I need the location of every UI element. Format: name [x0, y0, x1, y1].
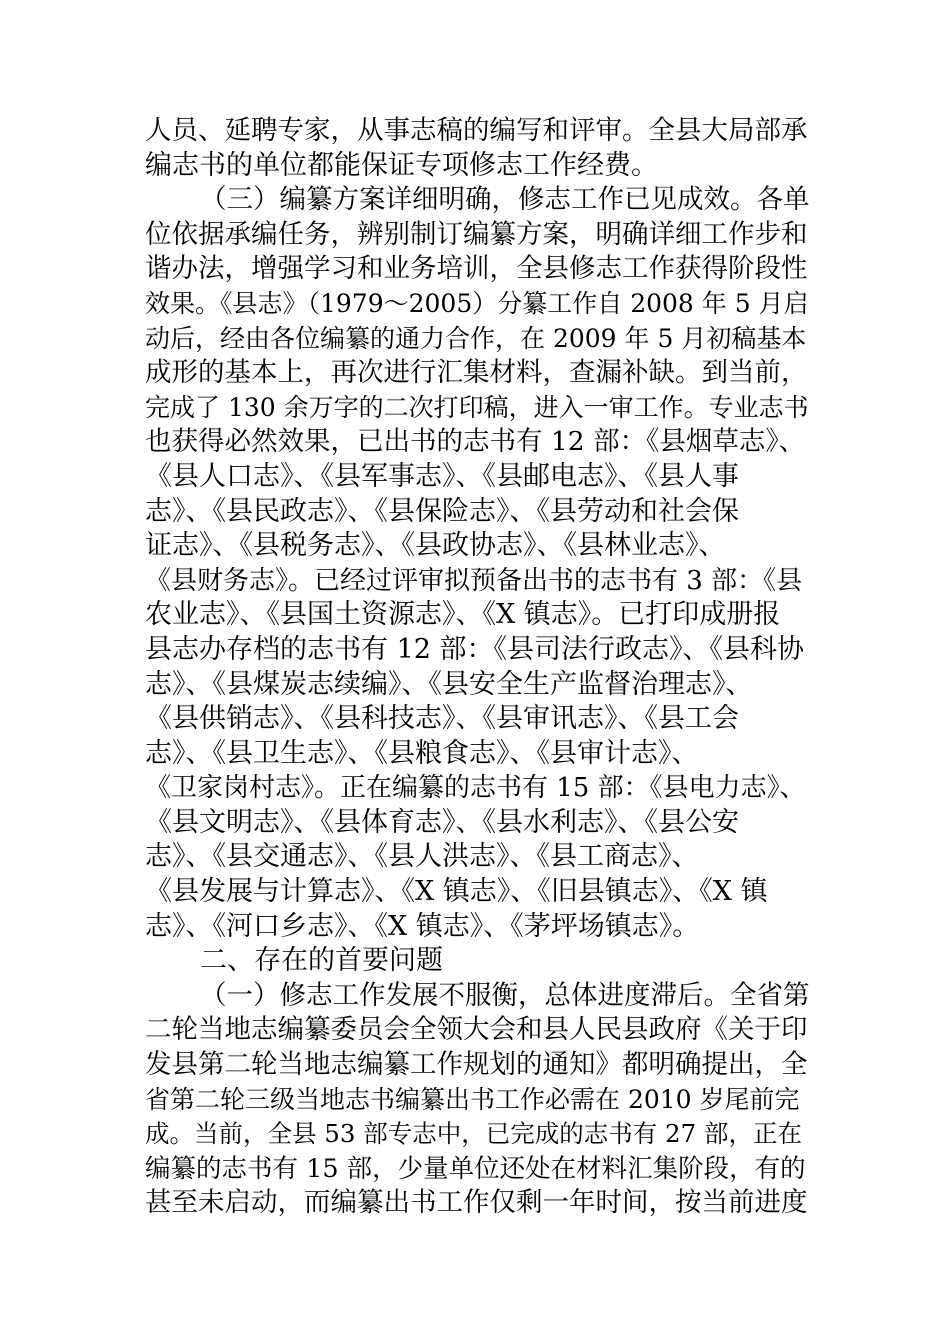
text-line: 完成了 130 余万字的二次打印稿，进入一审工作。专业志书	[145, 392, 809, 422]
text-line: 《卫家岗村志》。正在编纂的志书有 15 部：《县电力志》、	[145, 773, 806, 804]
text-line: 志》、《河口乡志》、《X 镇志》、《茅坪场镇志》。	[145, 910, 700, 942]
text-line: 谐办法，增强学习和业务培训，全县修志工作获得阶段性	[145, 253, 808, 285]
text-line: 《县人口志》、《县军事志》、《县邮电志》、《县人事	[145, 460, 739, 492]
text-line: 县志办存档的志书有 12 部：《县司法行政志》、《县科协	[145, 633, 805, 665]
text-line: 成。当前，全县 53 部专志中，已完成的志书有 27 部，正在	[145, 1119, 802, 1149]
text-line: 《县发展与计算志》、《X 镇志》、《旧县镇志》、《X 镇	[145, 876, 768, 908]
text-line: 《县财务志》。已经过评审拟预备出书的志书有 3 部：《县	[145, 565, 803, 596]
text-line: 农业志》、《县国土资源志》、《X 镇志》。已打印成册报	[145, 599, 781, 631]
text-line: （三）编纂方案详细明确，修志工作已见成效。各单	[200, 184, 810, 216]
text-line: 《县文明志》、《县体育志》、《县水利志》、《县公安	[145, 806, 739, 838]
text-line: 发县第二轮当地志编纂工作规划的通知》都明确提出，全	[145, 1049, 808, 1081]
text-line: 《县供销志》、《县科技志》、《县审讯志》、《县工会	[145, 703, 739, 735]
text-line: 效果。《县志》（1979～2005）分纂工作自 2008 年 5 月启	[145, 288, 809, 318]
text-line: 成形的基本上，再次进行汇集材料，查漏补缺。到当前，	[145, 357, 808, 389]
text-line: 志》、《县交通志》、《县人洪志》、《县工商志》、	[145, 841, 699, 873]
text-line: 二、存在的首要问题	[200, 945, 443, 977]
text-line: （一）修志工作发展不服衡，总体进度滞后。全省第	[200, 979, 810, 1011]
text-line: 志》、《县民政志》、《县保险志》、《县劳动和社会保	[145, 495, 739, 527]
text-line: 省第二轮三级当地志书编纂出书工作必需在 2010 岁尾前完	[145, 1084, 800, 1114]
text-line: 位依据承编任务，辨别制订编纂方案，明确详细工作步和	[145, 218, 808, 250]
text-line: 编志书的单位都能保证专项修志工作经费。	[145, 149, 658, 181]
document-body	[145, 114, 810, 1221]
text-line: 动后，经由各位编纂的通力合作，在 2009 年 5 月初稿基本	[145, 323, 807, 353]
text-line: 编纂的志书有 15 部，少量单位还处在材料汇集阶段，有的	[145, 1153, 806, 1184]
text-line: 人员、延聘专家，从事志稿的编写和评审。全县大局部承	[145, 115, 808, 146]
text-line: 甚至未启动，而编纂出书工作仅剩一年时间，按当前进度	[145, 1187, 808, 1219]
text-line: 也获得必然效果，已出书的志书有 12 部：《县烟草志》、	[145, 426, 806, 458]
text-line: 志》、《县煤炭志续编》、《县安全生产监督治理志》、	[145, 668, 753, 700]
text-line: 志》、《县卫生志》、《县粮食志》、《县审计志》、	[145, 737, 699, 769]
text-line: 二轮当地志编纂委员会全领大会和县人民县政府《关于印	[145, 1014, 808, 1046]
text-line: 证志》、《县税务志》、《县政协志》、《县林业志》、	[145, 530, 726, 562]
